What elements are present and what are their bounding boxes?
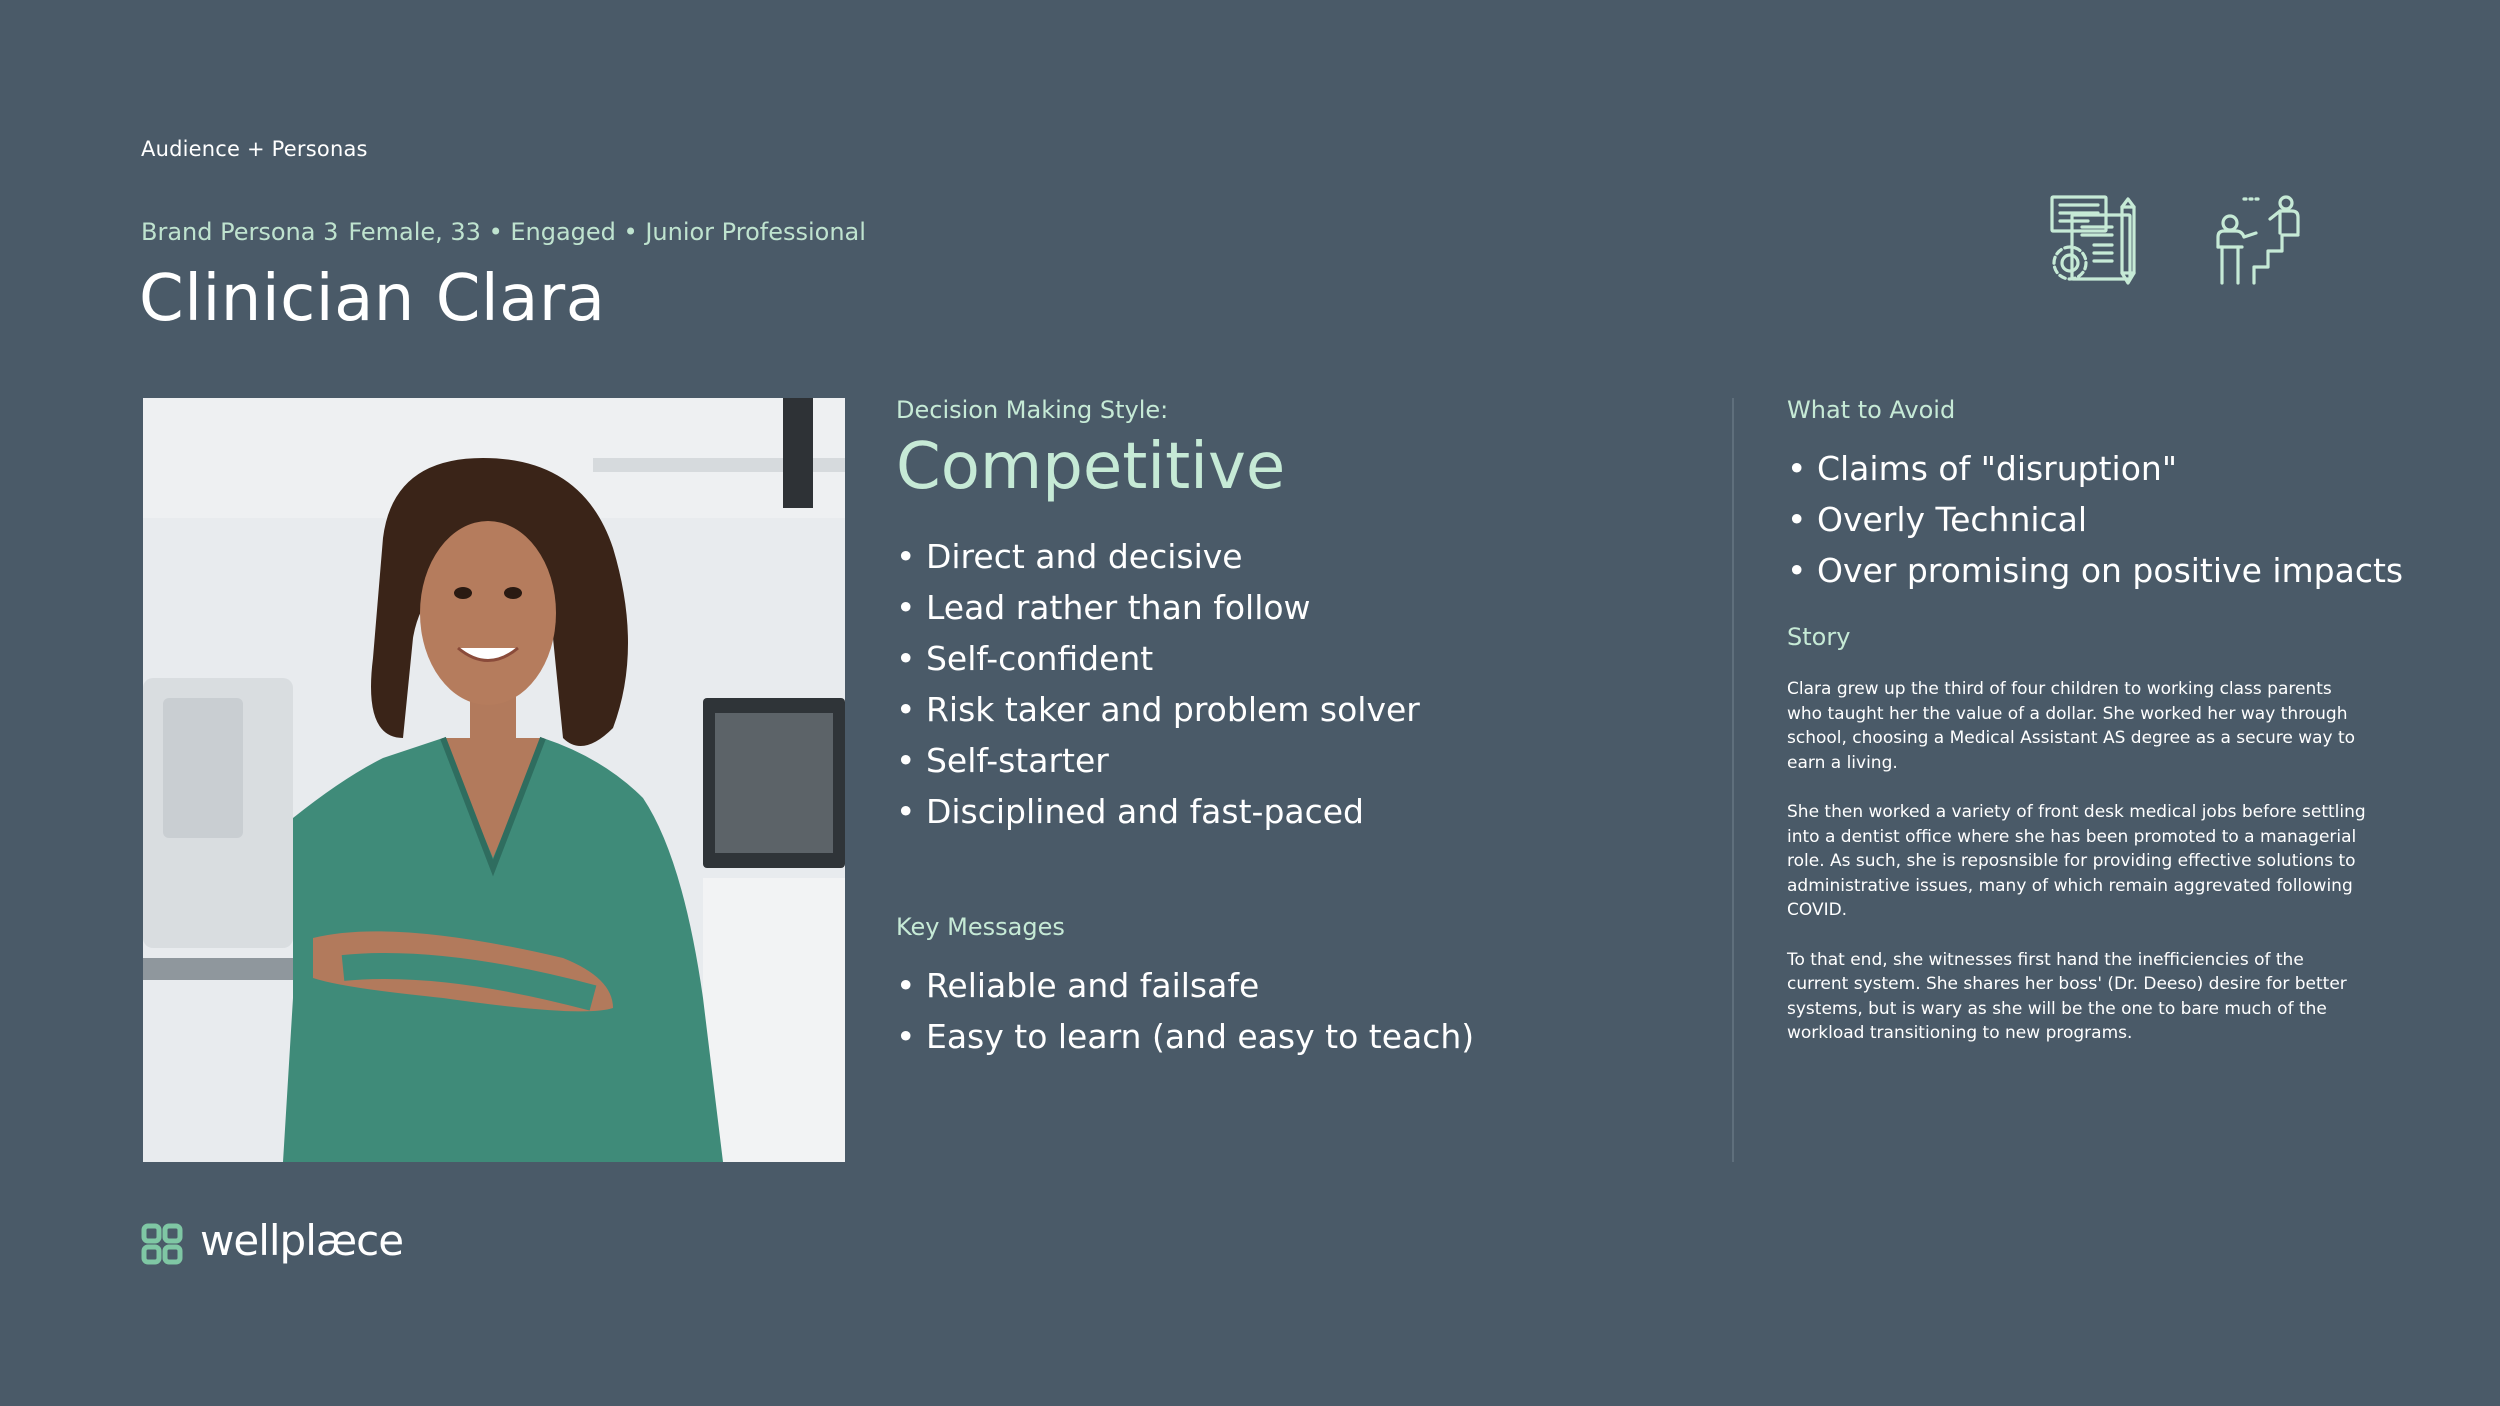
list-item: • Self-starter	[896, 735, 1420, 786]
story-paragraph: To that end, she witnesses first hand the inefficiencies of the current system. She shares her boss' (Dr. Deeso) desire for better systems, but is wary as she will be the one to bare much of the workload transitioning to new programs.	[1787, 949, 2347, 1043]
story-paragraph: She then worked a variety of front desk medical jobs before settling into a dentist office where she has been promoted to a managerial role. As such, she is reposnsible for providing effective solutions to administrative issues, many of which remain aggrevated following COVID.	[1787, 802, 2366, 920]
list-item: • Claims of "disruption"	[1787, 443, 2403, 494]
story-label: Story	[1787, 623, 1851, 651]
avoid-label: What to Avoid	[1787, 396, 1956, 424]
key-messages-list	[896, 960, 1474, 1062]
list-item: • Risk taker and problem solver	[896, 684, 1420, 735]
decision-label: Decision Making Style:	[896, 396, 1169, 424]
team-growth-icon	[2210, 193, 2304, 291]
list-item: • Reliable and failsafe	[896, 960, 1474, 1011]
story-paragraph: Clara grew up the third of four children to working class parents who taught her the value of a dollar. She worked her way through school, choosing a Medical Assistant AS degree as a secure way to earn a living.	[1787, 679, 2356, 773]
list-item: • Direct and decisive	[896, 531, 1420, 582]
brand-logo-mark	[141, 1223, 183, 1269]
persona-photo	[143, 398, 845, 1162]
section-label: Audience + Personas	[141, 137, 368, 161]
persona-number: Brand Persona 3	[141, 218, 339, 246]
brand-logo-text: wellplæce	[200, 1216, 404, 1265]
list-item: • Lead rather than follow	[896, 582, 1420, 633]
list-item: • Overly Technical	[1787, 494, 2403, 545]
column-divider	[1732, 398, 1734, 1162]
persona-demographics: Female, 33 • Engaged • Junior Professional	[348, 218, 866, 246]
persona-meta	[141, 218, 876, 246]
avoid-list	[1787, 443, 2403, 596]
list-item: • Over promising on positive impacts	[1787, 545, 2403, 596]
decision-style: Competitive	[896, 430, 1286, 504]
list-item: • Self-confident	[896, 633, 1420, 684]
key-messages-label: Key Messages	[896, 913, 1065, 941]
list-item: • Disciplined and fast-paced	[896, 786, 1420, 837]
persona-name: Clinician Clara	[139, 262, 606, 336]
list-item: • Easy to learn (and easy to teach)	[896, 1011, 1474, 1062]
settings-document-icon	[2048, 193, 2142, 291]
decision-traits-list	[896, 531, 1420, 837]
story-text	[1787, 677, 2367, 1071]
